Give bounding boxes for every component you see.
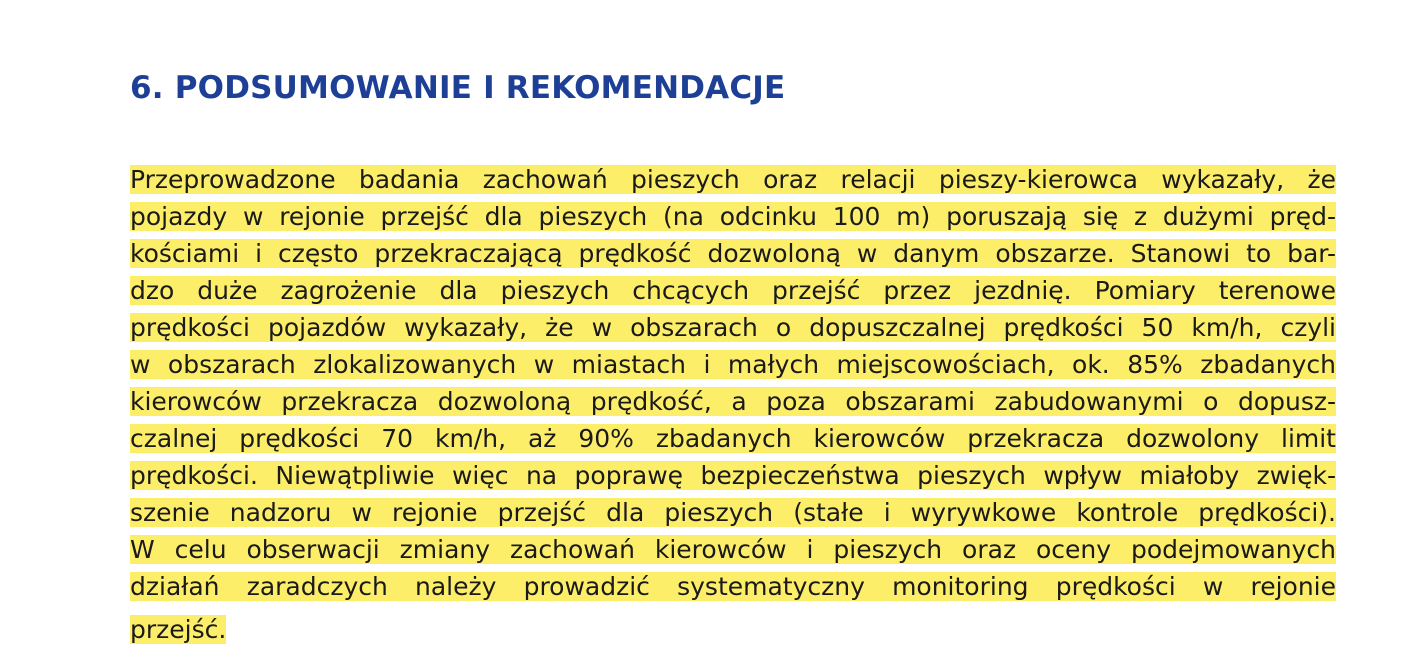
paragraph-line bbox=[130, 609, 1336, 646]
paragraph-line bbox=[130, 535, 1336, 572]
highlighted-paragraph bbox=[130, 165, 1336, 646]
highlighted-text: działań zaradczych należy prowadzić systematyczny monitoring prędkości w rejonie bbox=[130, 572, 1336, 601]
paragraph-line bbox=[130, 276, 1336, 313]
highlighted-text: dzo duże zagrożenie dla pieszych chcących przejść przez jezdnię. Pomiary terenowe bbox=[130, 276, 1336, 305]
highlighted-text: Przeprowadzone badania zachowań pieszych oraz relacji pieszy-kierowca wykazały, że bbox=[130, 165, 1336, 194]
highlighted-text: w obszarach zlokalizowanych w miastach i małych miejscowościach, ok. 85% zbadanych bbox=[130, 350, 1336, 379]
paragraph-line bbox=[130, 572, 1336, 609]
paragraph-line bbox=[130, 498, 1336, 535]
paragraph-line bbox=[130, 461, 1336, 498]
highlighted-text: szenie nadzoru w rejonie przejść dla pieszych (stałe i wyrywkowe kontrole prędkości). bbox=[130, 498, 1336, 527]
paragraph-line bbox=[130, 424, 1336, 461]
paragraph-line bbox=[130, 165, 1336, 202]
highlighted-text: W celu obserwacji zmiany zachowań kierowców i pieszych oraz oceny podejmowanych bbox=[130, 535, 1336, 564]
paragraph-line bbox=[130, 350, 1336, 387]
highlighted-text: pojazdy w rejonie przejść dla pieszych (na odcinku 100 m) poruszają się z dużymi pręd- bbox=[130, 202, 1336, 231]
paragraph-line bbox=[130, 239, 1336, 276]
paragraph-line bbox=[130, 313, 1336, 350]
section-heading: 6. PODSUMOWANIE I REKOMENDACJE bbox=[130, 70, 786, 106]
paragraph-line bbox=[130, 387, 1336, 424]
highlighted-text: kościami i często przekraczającą prędkość dozwoloną w danym obszarze. Stanowi to bar- bbox=[130, 239, 1336, 268]
highlighted-text: czalnej prędkości 70 km/h, aż 90% zbadanych kierowców przekracza dozwolony limit bbox=[130, 424, 1336, 453]
paragraph-line bbox=[130, 202, 1336, 239]
highlighted-text: prędkości pojazdów wykazały, że w obszarach o dopuszczalnej prędkości 50 km/h, czyli bbox=[130, 313, 1336, 342]
highlighted-text: prędkości. Niewątpliwie więc na poprawę bezpieczeństwa pieszych wpływ miałoby zwięk- bbox=[130, 461, 1336, 490]
highlighted-text: przejść. bbox=[130, 614, 227, 644]
highlighted-text: kierowców przekracza dozwoloną prędkość, a poza obszarami zabudowanymi o dopusz- bbox=[130, 387, 1336, 416]
